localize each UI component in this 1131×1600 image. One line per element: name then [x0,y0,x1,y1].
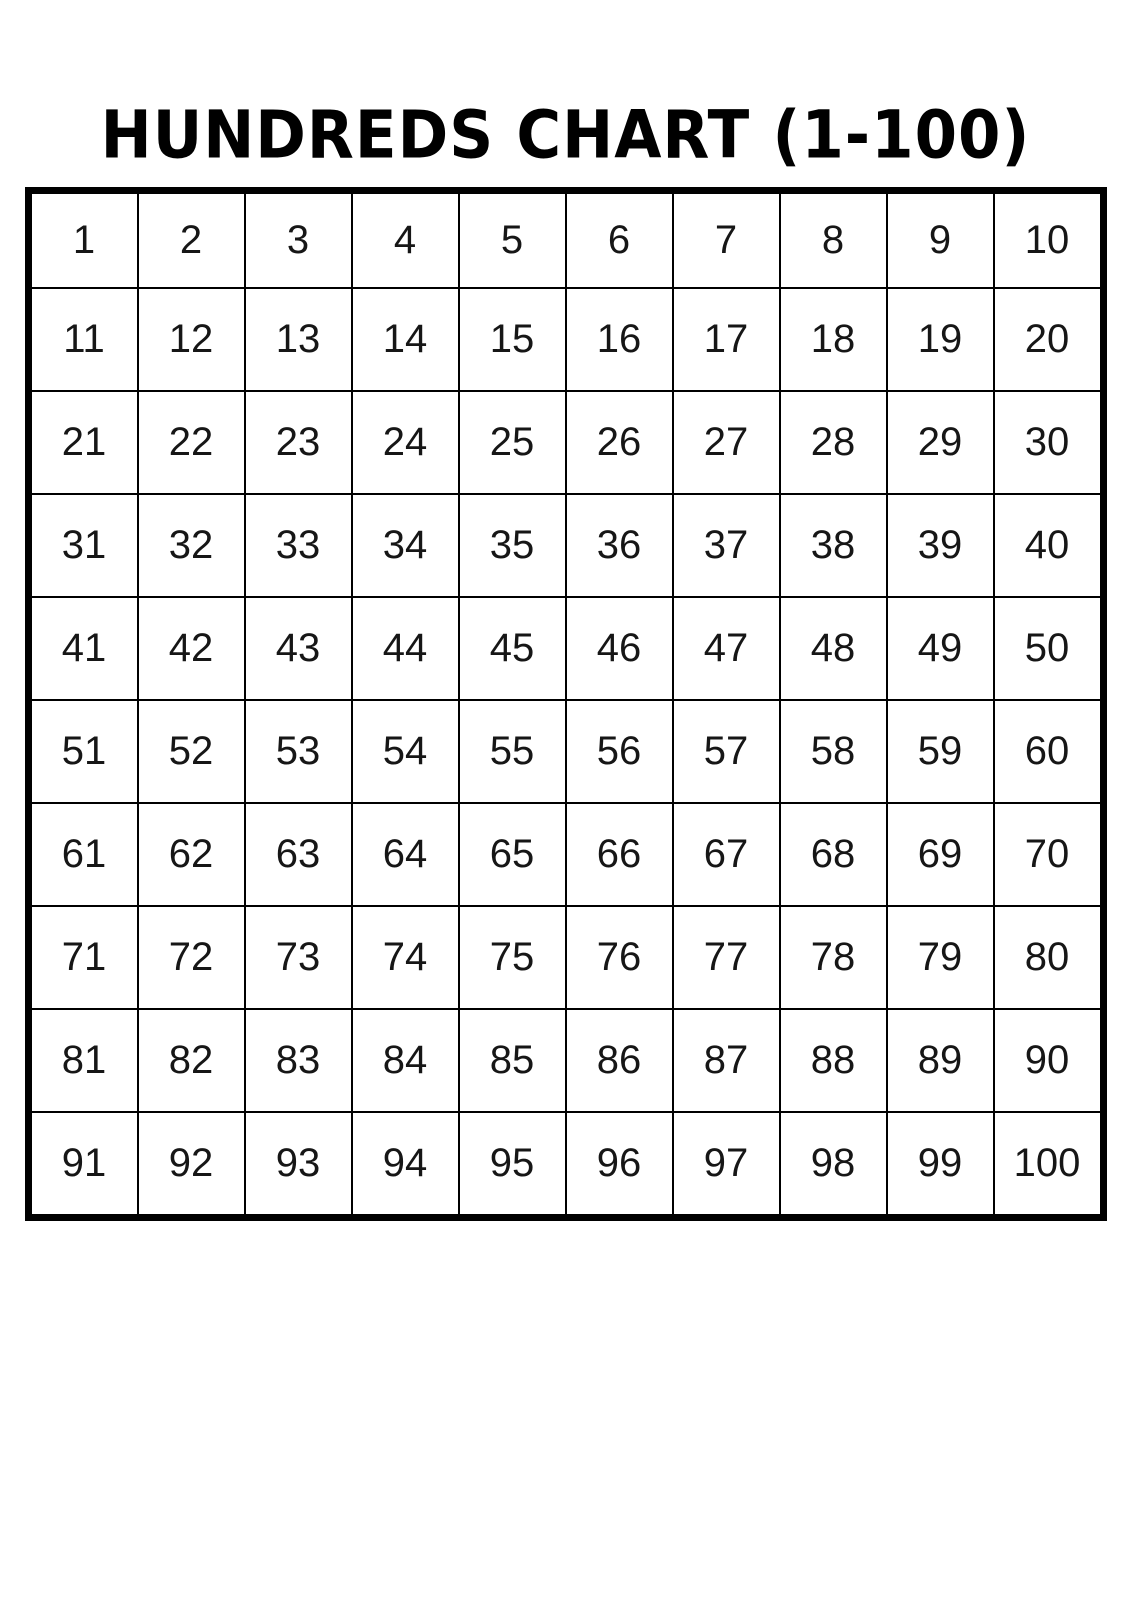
number-cell: 94 [352,1112,459,1218]
number-cell: 57 [673,700,780,803]
number-cell: 3 [245,191,352,289]
number-cell: 90 [994,1009,1104,1112]
number-cell: 52 [138,700,245,803]
number-cell: 20 [994,288,1104,391]
number-cell: 83 [245,1009,352,1112]
number-cell: 66 [566,803,673,906]
grid-row [28,803,1103,906]
grid-row [28,700,1103,803]
number-cell: 88 [780,1009,887,1112]
number-cell: 89 [887,1009,994,1112]
number-cell: 53 [245,700,352,803]
number-cell: 21 [28,391,138,494]
number-cell: 78 [780,906,887,1009]
number-cell: 40 [994,494,1104,597]
number-cell: 67 [673,803,780,906]
number-cell: 10 [994,191,1104,289]
grid-body [28,191,1103,1218]
number-cell: 51 [28,700,138,803]
number-cell: 99 [887,1112,994,1218]
number-cell: 87 [673,1009,780,1112]
number-cell: 26 [566,391,673,494]
number-cell: 39 [887,494,994,597]
grid-row [28,494,1103,597]
number-cell: 27 [673,391,780,494]
number-cell: 77 [673,906,780,1009]
number-cell: 8 [780,191,887,289]
number-cell: 84 [352,1009,459,1112]
number-cell: 56 [566,700,673,803]
number-cell: 37 [673,494,780,597]
number-cell: 18 [780,288,887,391]
number-cell: 15 [459,288,566,391]
number-cell: 35 [459,494,566,597]
number-cell: 70 [994,803,1104,906]
number-cell: 49 [887,597,994,700]
number-cell: 95 [459,1112,566,1218]
number-cell: 11 [28,288,138,391]
number-cell: 9 [887,191,994,289]
number-cell: 29 [887,391,994,494]
number-cell: 93 [245,1112,352,1218]
number-cell: 12 [138,288,245,391]
number-cell: 82 [138,1009,245,1112]
number-cell: 86 [566,1009,673,1112]
page-title: HUNDREDS CHART (1-100) [100,97,1031,174]
number-cell: 60 [994,700,1104,803]
number-cell: 22 [138,391,245,494]
number-cell: 73 [245,906,352,1009]
number-cell: 6 [566,191,673,289]
number-cell: 17 [673,288,780,391]
number-cell: 5 [459,191,566,289]
number-cell: 64 [352,803,459,906]
number-cell: 50 [994,597,1104,700]
number-cell: 100 [994,1112,1104,1218]
grid-row [28,288,1103,391]
number-cell: 61 [28,803,138,906]
number-cell: 41 [28,597,138,700]
number-cell: 69 [887,803,994,906]
number-cell: 80 [994,906,1104,1009]
number-cell: 43 [245,597,352,700]
number-cell: 91 [28,1112,138,1218]
number-cell: 46 [566,597,673,700]
number-cell: 63 [245,803,352,906]
hundreds-chart-grid [25,187,1107,1221]
number-cell: 30 [994,391,1104,494]
number-cell: 76 [566,906,673,1009]
number-cell: 4 [352,191,459,289]
number-cell: 92 [138,1112,245,1218]
number-cell: 19 [887,288,994,391]
number-cell: 62 [138,803,245,906]
number-cell: 48 [780,597,887,700]
number-cell: 24 [352,391,459,494]
number-cell: 31 [28,494,138,597]
number-cell: 14 [352,288,459,391]
number-cell: 2 [138,191,245,289]
number-cell: 45 [459,597,566,700]
number-cell: 23 [245,391,352,494]
number-cell: 16 [566,288,673,391]
number-cell: 79 [887,906,994,1009]
number-cell: 36 [566,494,673,597]
number-cell: 71 [28,906,138,1009]
number-cell: 47 [673,597,780,700]
number-cell: 33 [245,494,352,597]
number-cell: 68 [780,803,887,906]
number-cell: 7 [673,191,780,289]
number-cell: 28 [780,391,887,494]
number-cell: 25 [459,391,566,494]
number-cell: 59 [887,700,994,803]
number-cell: 85 [459,1009,566,1112]
grid-row [28,906,1103,1009]
number-cell: 34 [352,494,459,597]
grid-row [28,391,1103,494]
number-cell: 32 [138,494,245,597]
number-cell: 72 [138,906,245,1009]
number-cell: 54 [352,700,459,803]
number-cell: 55 [459,700,566,803]
number-cell: 74 [352,906,459,1009]
number-cell: 1 [28,191,138,289]
number-cell: 65 [459,803,566,906]
grid-row [28,191,1103,289]
number-cell: 96 [566,1112,673,1218]
number-cell: 58 [780,700,887,803]
number-cell: 98 [780,1112,887,1218]
number-cell: 44 [352,597,459,700]
number-cell: 13 [245,288,352,391]
grid-row [28,1009,1103,1112]
number-cell: 97 [673,1112,780,1218]
number-cell: 38 [780,494,887,597]
number-cell: 42 [138,597,245,700]
number-cell: 81 [28,1009,138,1112]
grid-row [28,597,1103,700]
number-cell: 75 [459,906,566,1009]
grid-row [28,1112,1103,1218]
